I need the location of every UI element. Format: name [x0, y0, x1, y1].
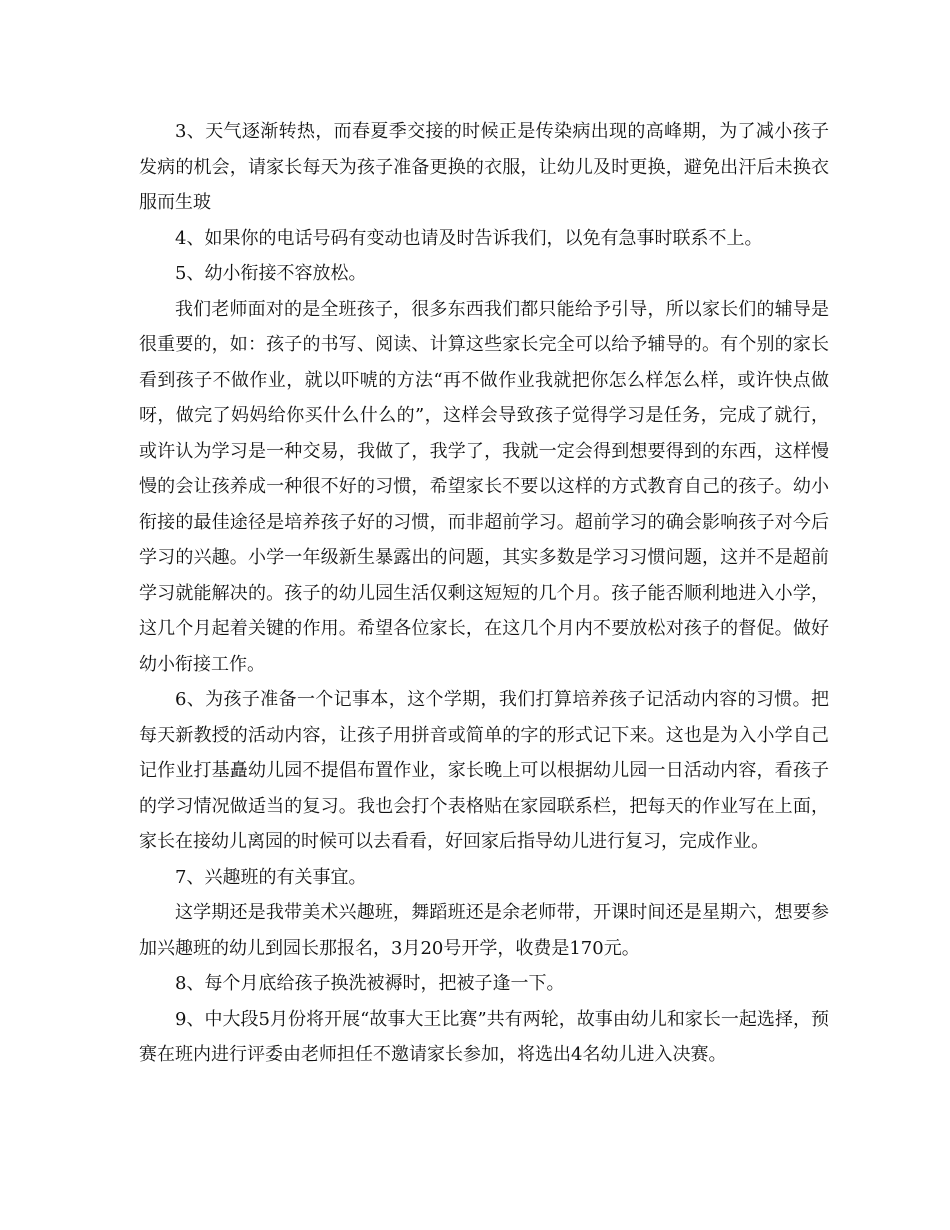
paragraph-item-6: 6、为孩子准备一个记事本，这个学期，我们打算培养孩子记活动内容的习惯。把每天新教授的活动内容，让孩子用拼音或简单的字的形式记下来。这也是为入小学自己记作业打基矗幼儿园不提倡布置作业，家长晚上可以根据幼儿园一日活动内容，看孩子的学习情况做适当的复习。我也会打个表格贴在家园联系栏，把每天的作业写在上面，家长在接幼儿离园的时候可以去看看，好回家后指导幼儿进行复习，完成作业。	[139, 689, 829, 852]
paragraph-item-8: 8、每个月底给孩子换洗被褥时，把被子逢一下。	[175, 973, 565, 994]
paragraph-item-5: 5、幼小衔接不容放松。	[175, 263, 367, 284]
paragraph-item-3: 3、天气逐渐转热，而春夏季交接的时候正是传染病出现的高峰期，为了减小孩子发病的机会，请家长每天为孩子准备更换的衣服，让幼儿及时更换，避免出汗后未换衣服而生玻	[139, 121, 829, 213]
paragraph-item-4: 4、如果你的电话号码有变动也请及时告诉我们，以免有急事时联系不上。	[175, 227, 763, 249]
paragraph-body-guidance: 我们老师面对的是全班孩子，很多东西我们都只能给予引导，所以家长们的辅导是很重要的，如：孩子的书写、阅读、计算这些家长完全可以给予辅导的。有个别的家长看到孩子不做作业，就以吓唬的方法“再不做作业我就把你怎么样怎么样，或许快点做呀，做完了妈妈给你买什么什么的”，这样会导致孩子觉得学习是任务，完成了就行，或许认为学习是一种交易，我做了，我学了，我就一定会得到想要得到的东西，这样慢慢的会让孩养成一种很不好的习惯，希望家长不要以这样的方式教育自己的孩子。幼小衔接的最佳途径是培养孩子好的习惯，而非超前学习。超前学习的确会影响孩子对今后学习的兴趣。小学一年级新生暴露出的问题，其实多数是学习习惯问题，这并不是超前学习就能解决的。孩子的幼儿园生活仅剩这短短的几个月。孩子能否顺利地进入小学，这几个月起着关键的作用。希望各位家长，在这几个月内不要放松对孩子的督促。做好幼小衔接工作。	[139, 298, 829, 675]
document-body	[139, 114, 829, 1073]
paragraph-item-7: 7、兴趣班的有关事宜。	[175, 866, 367, 888]
paragraph-body-interest-class: 这学期还是我带美术兴趣班，舞蹈班还是余老师带，开课时间还是星期六，想要参加兴趣班的幼儿到园长那报名，3月20号开学，收费是170元。	[139, 902, 829, 959]
paragraph-item-9: 9、中大段5月份将开展“故事大王比赛”共有两轮，故事由幼儿和家长一起选择，预赛在班内进行评委由老师担任不邀请家长参加，将选出4名幼儿进入决赛。	[139, 1008, 829, 1065]
